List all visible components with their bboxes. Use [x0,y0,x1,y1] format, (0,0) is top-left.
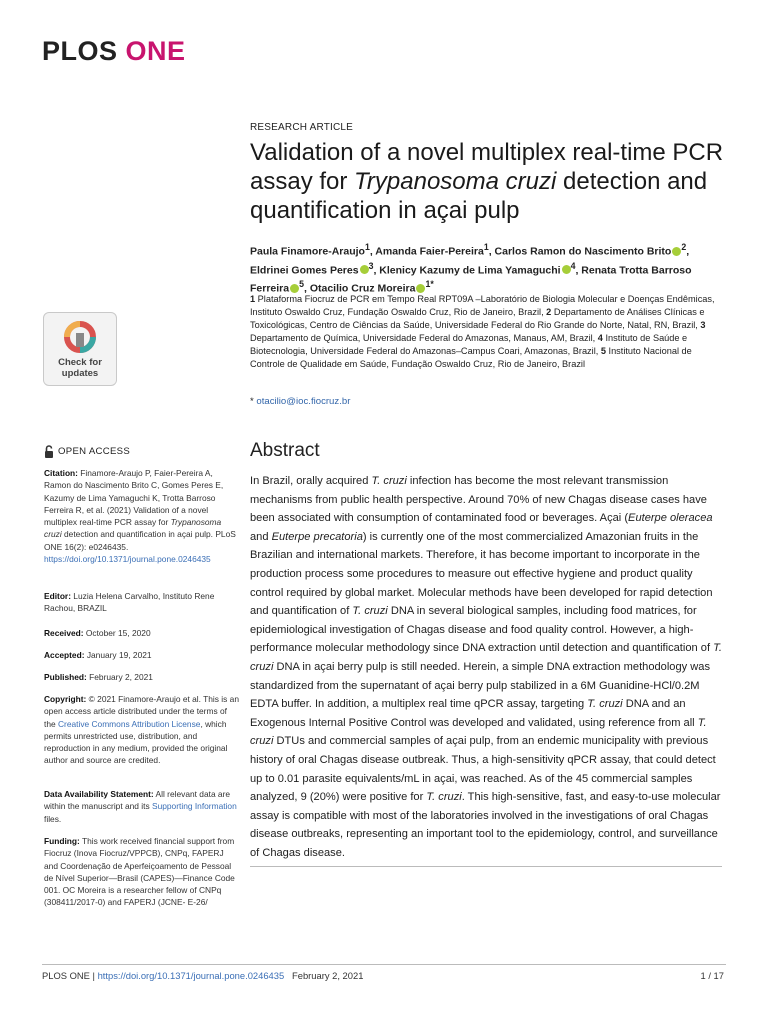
accepted-block [44,649,239,661]
author-6[interactable]: , Renata Trotta Barroso Ferreira [250,264,692,295]
citation-block [44,467,239,565]
open-access-label [44,445,130,458]
abstract-text: and [250,530,272,543]
crossmark-icon [62,319,98,355]
badge-line1: Check for [58,357,102,368]
footer-citation [42,970,363,981]
email-link[interactable]: otacilio@ioc.fiocruz.br [256,396,351,407]
accepted-date: January 19, 2021 [84,650,152,660]
title-part1: Validation of a novel multiplex real-time PCR assay for [250,139,724,195]
species-name: T. cruzi [371,475,407,487]
data-availability-block [44,788,239,825]
badge-line2: updates [61,368,99,379]
accepted-label: Accepted: [44,650,85,660]
affil-text: Instituto de Saúde e Biotecnologia, Universidade Federal do Amazonas–Campus Coari, Amazonas, Brazil, [250,333,688,356]
data-availability-label: Data Availability Statement: [44,789,154,799]
title-part2: detection and quantification in açai pulp [250,168,708,224]
journal-logo[interactable] [42,36,186,67]
data-availability-text: All relevant data are within the manuscript and its [44,789,231,812]
editor-label: Editor: [44,591,71,601]
article-title [250,138,730,225]
page-number: 1 / 17 [700,970,724,981]
copyright-block [44,693,239,767]
editor-text: Luzia Helena Carvalho, Instituto Rene Rachou, BRAZIL [44,591,215,614]
author-7[interactable]: , Otacilio Cruz Moreira [303,282,416,295]
author-5-affil[interactable]: 4 [570,260,576,271]
abstract-text: DNA in several biological samples, including food matrices, for epidemiological investigation of Chagas disease and food quality control. However, a high-performance molecular methodology since DNA extraction until detection and quantification of [250,605,714,655]
author-4[interactable]: , Eldrinei Gomes Peres [250,245,690,276]
citation-text: Finamore-Araujo P, Faier-Pereira A, Ramon do Nascimento Brito C, Gomes Peres E, Kazumy de Lima Yamaguchi K, Trotta Barroso Ferreira R, et al. (2021) Validation of a novel multiplex real-time PCR assay for [44,468,224,528]
abstract-text: infection has become the most relevant transmission mechanisms from public health perspective. Around 70% of new Chagas disease cases have been associated with consumption of contaminated food or beverages. Açai ( [250,475,707,525]
received-block [44,627,239,639]
species-name: Euterpe precatoria [271,530,363,543]
species-name: T. cruzi [426,791,462,804]
citation-doi-link[interactable]: https://doi.org/10.1371/journal.pone.0246435 [44,554,211,565]
title-italic: Trypanosoma cruzi [354,168,557,195]
copyright-text: © 2021 Finamore-Araujo et al. This is an open access article distributed under the terms of the [44,694,239,729]
footer-separator: | [89,970,98,981]
funding-block [44,835,239,909]
citation-text: detection and quantification in açai pulp. PLoS ONE 16(2): e0246435. [44,529,236,552]
author-5[interactable]: , Klenicy Kazumy de Lima Yamaguchi [373,264,561,276]
author-1-affil[interactable]: 1 [364,242,370,252]
author-list [250,240,720,296]
check-for-updates-badge[interactable] [43,312,117,386]
supporting-info-link[interactable]: Supporting Information [152,801,237,812]
affil-num: 2 [546,307,552,317]
species-name: T. cruzi [250,642,722,673]
logo-one: ONE [125,36,186,66]
received-date: October 15, 2020 [83,628,151,638]
corresponding-email [250,396,350,407]
copyright-label: Copyright: [44,694,87,704]
abstract-text: In Brazil, orally acquired [250,475,372,487]
orcid-icon[interactable] [672,247,681,256]
author-3[interactable]: , Carlos Ramon do Nascimento Brito [488,245,672,258]
affiliations [250,293,720,371]
species-name: T. cruzi [587,698,623,711]
abstract-text: DNA in açai berry pulp is still needed. Herein, a simple DNA extraction methodology was standardized from the supernatant of açai berry pulp stabilized in a 6M Guanidine-HCl/0.2M EDTA buffer. In addition, a multiplex real time qPCR assay, targeting [250,660,710,711]
abstract-heading: Abstract [250,440,320,461]
affil-text: Departamento de Análises Clínicas e Toxicológicas, Centro de Ciências da Saúde, Universidade Federal do Rio Grande do Norte, Natal, RN, Brazil, [250,307,705,330]
open-lock-icon [44,445,54,458]
author-7-affil[interactable]: 1 [425,279,431,289]
copyright-text: , which permits unrestricted use, distribution, and reproduction in any medium, provided the original author and source are credited. [44,718,228,766]
abstract-text: ) is currently one of the most commercialized Amazonian fruits in the Brazilian and international markets. Therefore, it has become important to incorporate in the production process some procedures to measure out effective hygiene and product quality control required by global market. Molecular methods have been developed for rapid detection and quantification of [250,530,713,618]
affil-num: 1 [250,294,256,304]
abstract-text: DNA and an Exogenous Internal Positive Control was developed and validated, using reference from all [250,698,698,729]
footer-doi-link[interactable]: https://doi.org/10.1371/journal.pone.0246435 [97,970,285,981]
published-label: Published: [44,672,87,682]
abstract-body [250,472,722,862]
author-4-affil[interactable]: 3 [368,260,374,271]
author-6-affil[interactable]: 5 [299,279,304,289]
data-availability-text: files. [44,813,62,824]
citation-label: Citation: [44,468,78,478]
affil-text: Instituto Nacional de Controle de Qualidade em Saúde, Fundação Oswaldo Cruz, Rio de Janeiro, Brazil [250,346,692,369]
affil-text: Plataforma Fiocruz de PCR em Tempo Real RPT09A –Laboratório de Biologia Molecular e Doenças Endêmicas, Instituto Oswaldo Cruz, Fundação Oswaldo Cruz, Rio de Janeiro, Brazil, [250,294,715,317]
funding-label: Funding: [44,836,80,846]
affil-num: 5 [600,346,606,356]
published-date: February 2, 2021 [86,672,153,682]
logo-plos: PLOS [42,36,118,66]
author-2-affil[interactable]: 1 [483,242,489,252]
footer-date: February 2, 2021 [284,970,364,981]
editor-block [44,590,239,615]
affil-text: Departamento de Química, Universidade Federal do Amazonas, Manaus, AM, Brazil, [250,333,598,343]
abstract-text: . This high-sensitive, fast, and easy-to-use molecular assay is compatible with most of the laboratories involved in the investigations of oral Chagas disease outbreaks, representing an important tool to the epidemiology, control, and surveillance of Chagas disease. [250,791,721,859]
corresponding-mark[interactable]: * [430,279,434,289]
published-block [44,671,239,683]
species-name: T. cruzi [352,605,388,618]
orcid-icon[interactable] [562,265,571,274]
footer-journal: PLOS ONE [42,970,90,981]
funding-text: This work received financial support from Fiocruz (Inova Fiocruz/VPPCB), CNPq, FAPERJ and Coordenação de Aperfeiçoamento de Pessoal de Nível Superior—Brasil (CAPES)—Finance Code 001. OC Moreira is a researcher fellow of CNPq (308411/2017-0) and FAPERJ (JCNE- E-26/ [44,836,235,908]
open-access-text: OPEN ACCESS [58,446,131,457]
received-label: Received: [44,628,84,638]
species-name: Euterpe oleracea [628,512,713,525]
citation-italic: Trypanosoma cruzi [44,517,222,540]
orcid-icon[interactable] [360,265,369,274]
author-2[interactable]: , Amanda Faier-Pereira [369,245,484,258]
affil-num: 4 [597,333,603,343]
author-3-affil[interactable]: 2 [681,242,687,252]
abstract-divider [250,866,722,867]
footer-divider [42,964,726,965]
article-type: RESEARCH ARTICLE [250,122,354,133]
abstract-text: DTUs and commercial samples of açai pulp, from an endemic municipality with previous history of oral Chagas disease outbreak. Thus, a high-sensitivity qPCR assay, that could detect up to 0.01 parasite equivalents/mL in açai, was reached. As of the 45 commercial samples analyzed, 9 (20%) were positive for [250,735,716,804]
affil-num: 3 [700,320,706,330]
author-1[interactable]: Paula Finamore-Araujo [250,245,365,258]
email-star: * [250,396,254,407]
species-name: T. cruzi [250,716,707,748]
license-link[interactable]: Creative Commons Attribution License [57,718,201,729]
orcid-icon[interactable] [290,284,299,293]
